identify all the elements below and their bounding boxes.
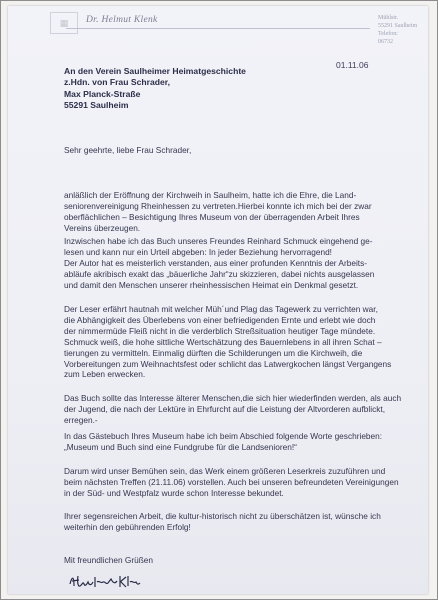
body-line: beim nächsten Treffen (21.11.06) vorstellen. Auch bei unseren befreundeten Vereinigungen: [64, 476, 399, 487]
body-line: Der Autor hat es meisterlich verstanden, aus einer profunden Kenntnis der Arbeits-: [64, 257, 368, 268]
body-line: in der Süd- und Westpfalz wurde schon Interesse bekundet.: [64, 487, 284, 498]
paragraph-guestbook: [64, 431, 414, 453]
body-line: und damit den Menschen unserer rheinhessischen Heimat ein Denkmal gesetzt.: [64, 279, 359, 290]
paragraph-book-review: [64, 236, 414, 291]
body-line: Vereins überzeugen.: [64, 222, 141, 233]
body-line: erregen.-: [64, 414, 98, 425]
paragraph-next-meeting: [64, 466, 414, 499]
contact-line: 06732: [378, 39, 393, 45]
body-line: anläßlich der Eröffnung der Kirchweih in Saulheim, hatte ich die Ehre, die Land-: [64, 190, 357, 200]
paragraph-wishes: [64, 511, 414, 533]
paragraph-kirchweih: [64, 190, 414, 234]
body-line: weiterhin den gebührenden Erfolg!: [64, 521, 191, 532]
letterhead-emblem-icon: ▦: [50, 12, 78, 34]
salutation: Sehr geehrte, liebe Frau Schrader,: [64, 145, 192, 155]
paragraph-reader-experience: [64, 304, 414, 380]
body-line: In das Gästebuch Ihres Museum habe ich beim Abschied folgende Worte geschrieben:: [64, 431, 383, 441]
letterhead-divider: [66, 28, 370, 29]
contact-line: Telefon:: [378, 31, 398, 37]
paragraph-interest: [64, 393, 414, 426]
address-line: Max Planck-Straße: [64, 88, 141, 99]
contact-line: 55291 Saulheim: [378, 23, 418, 29]
handwritten-signature: [68, 572, 142, 590]
body-line: Der Leser erfährt hautnah mit welcher Müh´und Plag das Tagewerk zu verrichten war,: [64, 304, 378, 314]
body-line: oberflächlichen – Besichtigung Ihres Museum von der überragenden Arbeit Ihres: [64, 211, 360, 222]
body-line: seniorenvereinigung Rheinhessen zu vertreten.Hierbei konnte ich mich bei der zwar: [64, 200, 372, 211]
body-line: Vorbereitungen zum Weihnachtsfest oder schlicht das Latwergkochen längst Vergangens: [64, 358, 392, 369]
closing-greeting: Mit freundlichen Grüßen: [64, 555, 154, 565]
letterhead-name: Dr. Helmut Klenk: [86, 15, 158, 25]
body-line: Das Buch sollte das Interesse älterer Menschen,die sich hier wiederfinden werden, als auch: [64, 393, 402, 403]
body-line: tierungen zu vermitteln. Einmalig dürften die Schilderungen um die Kirchweih, die: [64, 347, 363, 358]
body-line: Schmuck weiß, die hohe sittliche Wertschätzung des Bauernlebens in all ihren Schat –: [64, 336, 382, 347]
body-line: die Abhängigkeit des Überlebens von einer befriedigenden Ernte und erlebt wie doch: [64, 314, 376, 325]
address-line: An den Verein Saulheimer Heimatgeschichte: [64, 66, 246, 76]
body-line: der Jugend, die nach der Lektüre in Ehrfurcht auf die Leistung der Altvorderen aufblickt,: [64, 403, 386, 414]
letter-date: 01.11.06: [336, 60, 369, 70]
body-line: „Museum und Buch sind eine Fundgrube für die Landsenioren!“: [64, 441, 297, 452]
letterhead-contact-block: [378, 14, 428, 46]
body-line: Darum wird unser Bemühen sein, das Werk einem größeren Leserkreis zuzuführen und: [64, 466, 386, 476]
body-line: abläufe akribisch exakt das „bäuerliche Jahr“zu skizzieren, dabei nichts ausgelassen: [64, 268, 375, 279]
contact-line: Mühlstr.: [378, 15, 399, 21]
letter-page: [8, 6, 428, 594]
address-line: z.Hdn. von Frau Schrader,: [64, 77, 171, 88]
body-line: lesen und kann nur ein Urteil abgeben: In jeder Beziehung hervorragend!: [64, 246, 332, 257]
address-line: 55291 Saulheim: [64, 100, 129, 111]
body-line: der nimmermüde Fleiß nicht in die verderblich Streßsituation heutiger Tage mündete.: [64, 325, 376, 336]
body-line: zum Leben erwecken.: [64, 369, 146, 380]
body-line: Inzwischen habe ich das Buch unseres Freundes Reinhard Schmuck eingehend ge-: [64, 236, 373, 246]
body-line: Ihrer segensreichen Arbeit, die kultur-historisch nicht zu überschätzen ist, wünsche ich: [64, 511, 381, 521]
recipient-address: [64, 66, 246, 112]
